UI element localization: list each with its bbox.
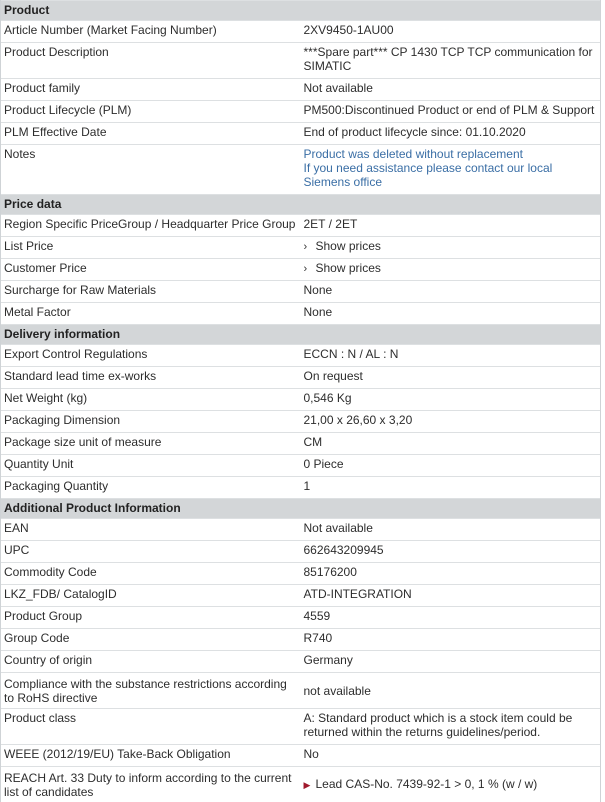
- row-value: End of product lifecycle since: 01.10.2020: [301, 123, 601, 145]
- table-row: [1, 477, 600, 499]
- row-value: Not available: [301, 79, 601, 101]
- row-value: R740: [301, 629, 601, 651]
- row-value: not available: [301, 673, 601, 709]
- table-row: [1, 367, 600, 389]
- table-row: [1, 259, 600, 281]
- section-header-delivery-information: [1, 325, 600, 345]
- notes-value: [301, 145, 601, 195]
- table-row: [1, 629, 600, 651]
- row-label: List Price: [1, 237, 301, 259]
- row-label: Product Group: [1, 607, 301, 629]
- table-row: [1, 433, 600, 455]
- table-row: [1, 745, 600, 767]
- row-label: Country of origin: [1, 651, 301, 673]
- table-row: [1, 651, 600, 673]
- row-label: Package size unit of measure: [1, 433, 301, 455]
- row-value: None: [301, 303, 601, 325]
- note-deleted: Product was deleted without replacement: [304, 147, 598, 161]
- section-header-price-data: [1, 195, 600, 215]
- section-header-product: [1, 1, 600, 21]
- section-title: Additional Product Information: [1, 499, 600, 519]
- show-prices-customer-link[interactable]: [301, 259, 601, 281]
- row-value: 2ET / 2ET: [301, 215, 601, 237]
- row-value: 662643209945: [301, 541, 601, 563]
- link-label[interactable]: Lead CAS-No. 7439-92-1 > 0, 1 % (w / w): [316, 777, 538, 791]
- row-label: LKZ_FDB/ CatalogID: [1, 585, 301, 607]
- row-value: 0 Piece: [301, 455, 601, 477]
- row-label: Standard lead time ex-works: [1, 367, 301, 389]
- row-label: Quantity Unit: [1, 455, 301, 477]
- table-row: [1, 303, 600, 325]
- chevron-right-icon: ›: [304, 262, 316, 276]
- table-row: [1, 709, 600, 745]
- table-row: [1, 43, 600, 79]
- row-label: Product Description: [1, 43, 301, 79]
- table-row: [1, 455, 600, 477]
- row-value: PM500:Discontinued Product or end of PLM & Support: [301, 101, 601, 123]
- row-label: Notes: [1, 145, 301, 195]
- row-label: Metal Factor: [1, 303, 301, 325]
- table-row: [1, 215, 600, 237]
- row-value: ***Spare part*** CP 1430 TCP TCP communication for SIMATIC: [301, 43, 601, 79]
- table-row: [1, 281, 600, 303]
- row-label: Surcharge for Raw Materials: [1, 281, 301, 303]
- table-row: [1, 79, 600, 101]
- table-row: [1, 237, 600, 259]
- row-label: Commodity Code: [1, 563, 301, 585]
- row-label: PLM Effective Date: [1, 123, 301, 145]
- table-row: [1, 389, 600, 411]
- section-title: Delivery information: [1, 325, 600, 345]
- section-title: Price data: [1, 195, 600, 215]
- table-row: [1, 585, 600, 607]
- product-data-table: [1, 0, 600, 802]
- link-label[interactable]: Show prices: [316, 261, 381, 275]
- row-value: ECCN : N / AL : N: [301, 345, 601, 367]
- row-label: Compliance with the substance restrictions according to RoHS directive: [1, 673, 301, 709]
- table-row: [1, 411, 600, 433]
- table-row: [1, 541, 600, 563]
- row-label: Customer Price: [1, 259, 301, 281]
- table-row: [1, 101, 600, 123]
- link-label[interactable]: Show prices: [316, 239, 381, 253]
- row-label: Article Number (Market Facing Number): [1, 21, 301, 43]
- row-label: Product Lifecycle (PLM): [1, 101, 301, 123]
- row-value: Germany: [301, 651, 601, 673]
- row-label: Product family: [1, 79, 301, 101]
- table-row: [1, 21, 600, 43]
- table-row: [1, 673, 600, 709]
- row-label: WEEE (2012/19/EU) Take-Back Obligation: [1, 745, 301, 767]
- show-prices-list-link[interactable]: [301, 237, 601, 259]
- row-label: EAN: [1, 519, 301, 541]
- table-row: [1, 345, 600, 367]
- table-row-notes: [1, 145, 600, 195]
- chevron-right-icon: ›: [304, 240, 316, 254]
- row-label: Region Specific PriceGroup / Headquarter Price Group: [1, 215, 301, 237]
- section-title: Product: [1, 1, 600, 21]
- table-row: [1, 767, 600, 802]
- row-value: 2XV9450-1AU00: [301, 21, 601, 43]
- row-value: 85176200: [301, 563, 601, 585]
- row-label: Group Code: [1, 629, 301, 651]
- table-row: [1, 607, 600, 629]
- row-value: None: [301, 281, 601, 303]
- row-value: A: Standard product which is a stock item could be returned within the returns guidelines/period.: [301, 709, 601, 745]
- row-value: 4559: [301, 607, 601, 629]
- row-value: ATD-INTEGRATION: [301, 585, 601, 607]
- note-contact-link[interactable]: If you need assistance please contact our local Siemens office: [304, 161, 598, 189]
- triangle-right-icon: ▶: [304, 778, 316, 792]
- section-header-additional-product-information: [1, 499, 600, 519]
- row-value: No: [301, 745, 601, 767]
- row-label: Packaging Quantity: [1, 477, 301, 499]
- reach-link[interactable]: [301, 767, 601, 802]
- row-label: UPC: [1, 541, 301, 563]
- row-label: Net Weight (kg): [1, 389, 301, 411]
- row-value: 21,00 x 26,60 x 3,20: [301, 411, 601, 433]
- row-label: Export Control Regulations: [1, 345, 301, 367]
- row-value: On request: [301, 367, 601, 389]
- row-label: Packaging Dimension: [1, 411, 301, 433]
- row-value: 0,546 Kg: [301, 389, 601, 411]
- row-label: Product class: [1, 709, 301, 745]
- row-label: REACH Art. 33 Duty to inform according to the current list of candidates: [1, 767, 301, 802]
- table-row: [1, 123, 600, 145]
- table-row: [1, 563, 600, 585]
- row-value: CM: [301, 433, 601, 455]
- table-row: [1, 519, 600, 541]
- row-value: Not available: [301, 519, 601, 541]
- row-value: 1: [301, 477, 601, 499]
